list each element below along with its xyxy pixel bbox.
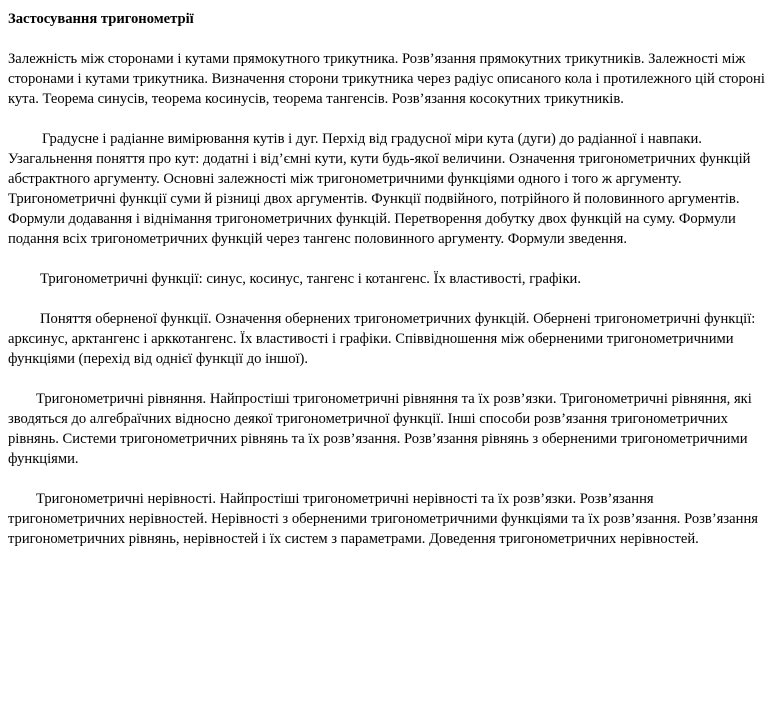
paragraph-trig-equations: Тригонометричні рівняння. Найпростіші тригонометричні рівняння та їх розв’язки. Тригонометричні рівняння, які зводяться до алгебраїчних відносно деякої тригонометричної функції. Інші способи розв’язання тригонометричних рівнянь. Системи тригонометричних рівнянь та їх розв’язання. Розв’язання рівнянь з оберненими тригонометричними функціями.: [8, 391, 752, 467]
paragraph-trig-inequalities: Тригонометричні нерівності. Найпростіші тригонометричні нерівності та їх розв’язки. Розв’язання тригонометричних нерівностей. Нерівності з оберненими тригонометричними функціями та їх розв’язання. Розв’язання тригонометричних рівнянь, нерівностей і їх систем з параметрами. Доведення тригонометричних нерівностей.: [8, 491, 758, 547]
paragraph-triangles: Залежність між сторонами і кутами прямокутного трикутника. Розв’язання прямокутних трикутників. Залежності між сторонами і кутами трикутника. Визначення сторони трикутника через радіус описаного кола і протилежного цій стороні кута. Теорема синусів, теорема косинусів, теорема тангенсів. Розв’язання косокутних трикутників.: [8, 51, 765, 107]
document-title: Застосування тригонометрії: [8, 11, 194, 27]
paragraph-trig-functions: Тригонометричні функції: синус, косинус, тангенс і котангенс. Їх властивості, графіки.: [40, 271, 582, 287]
paragraph-inverse-functions: Поняття оберненої функції. Означення обернених тригонометричних функцій. Обернені тригонометричні функції: арксинус, арктангенс і арккотангенс. Їх властивості і графіки. Співвідношення між оберненими тригонометричними функціями (перехід від однієї функції до іншої).: [8, 311, 756, 367]
paragraph-angle-measures: Градусне і радіанне вимірювання кутів і дуг. Перхід від градусної міри кута (дуги) до радіанної і навпаки. Узагальнення поняття про кут: додатні і від’ємні кути, кути будь-якої величини. Означення тригонометричних функцій абстрактного аргументу. Основні залежності між тригонометричними функціями одного і того ж аргументу. Тригонометричні функції суми й різниці двох аргументів. Функції подвійного, потрійного й половинного аргументів. Формули додавання і віднімання тригонометричних функцій. Перетворення добутку двох функцій на суму. Формули подання всіх тригонометричних функцій через тангенс половинного аргументу. Формули зведення.: [8, 131, 751, 247]
document-body: [8, 9, 774, 569]
